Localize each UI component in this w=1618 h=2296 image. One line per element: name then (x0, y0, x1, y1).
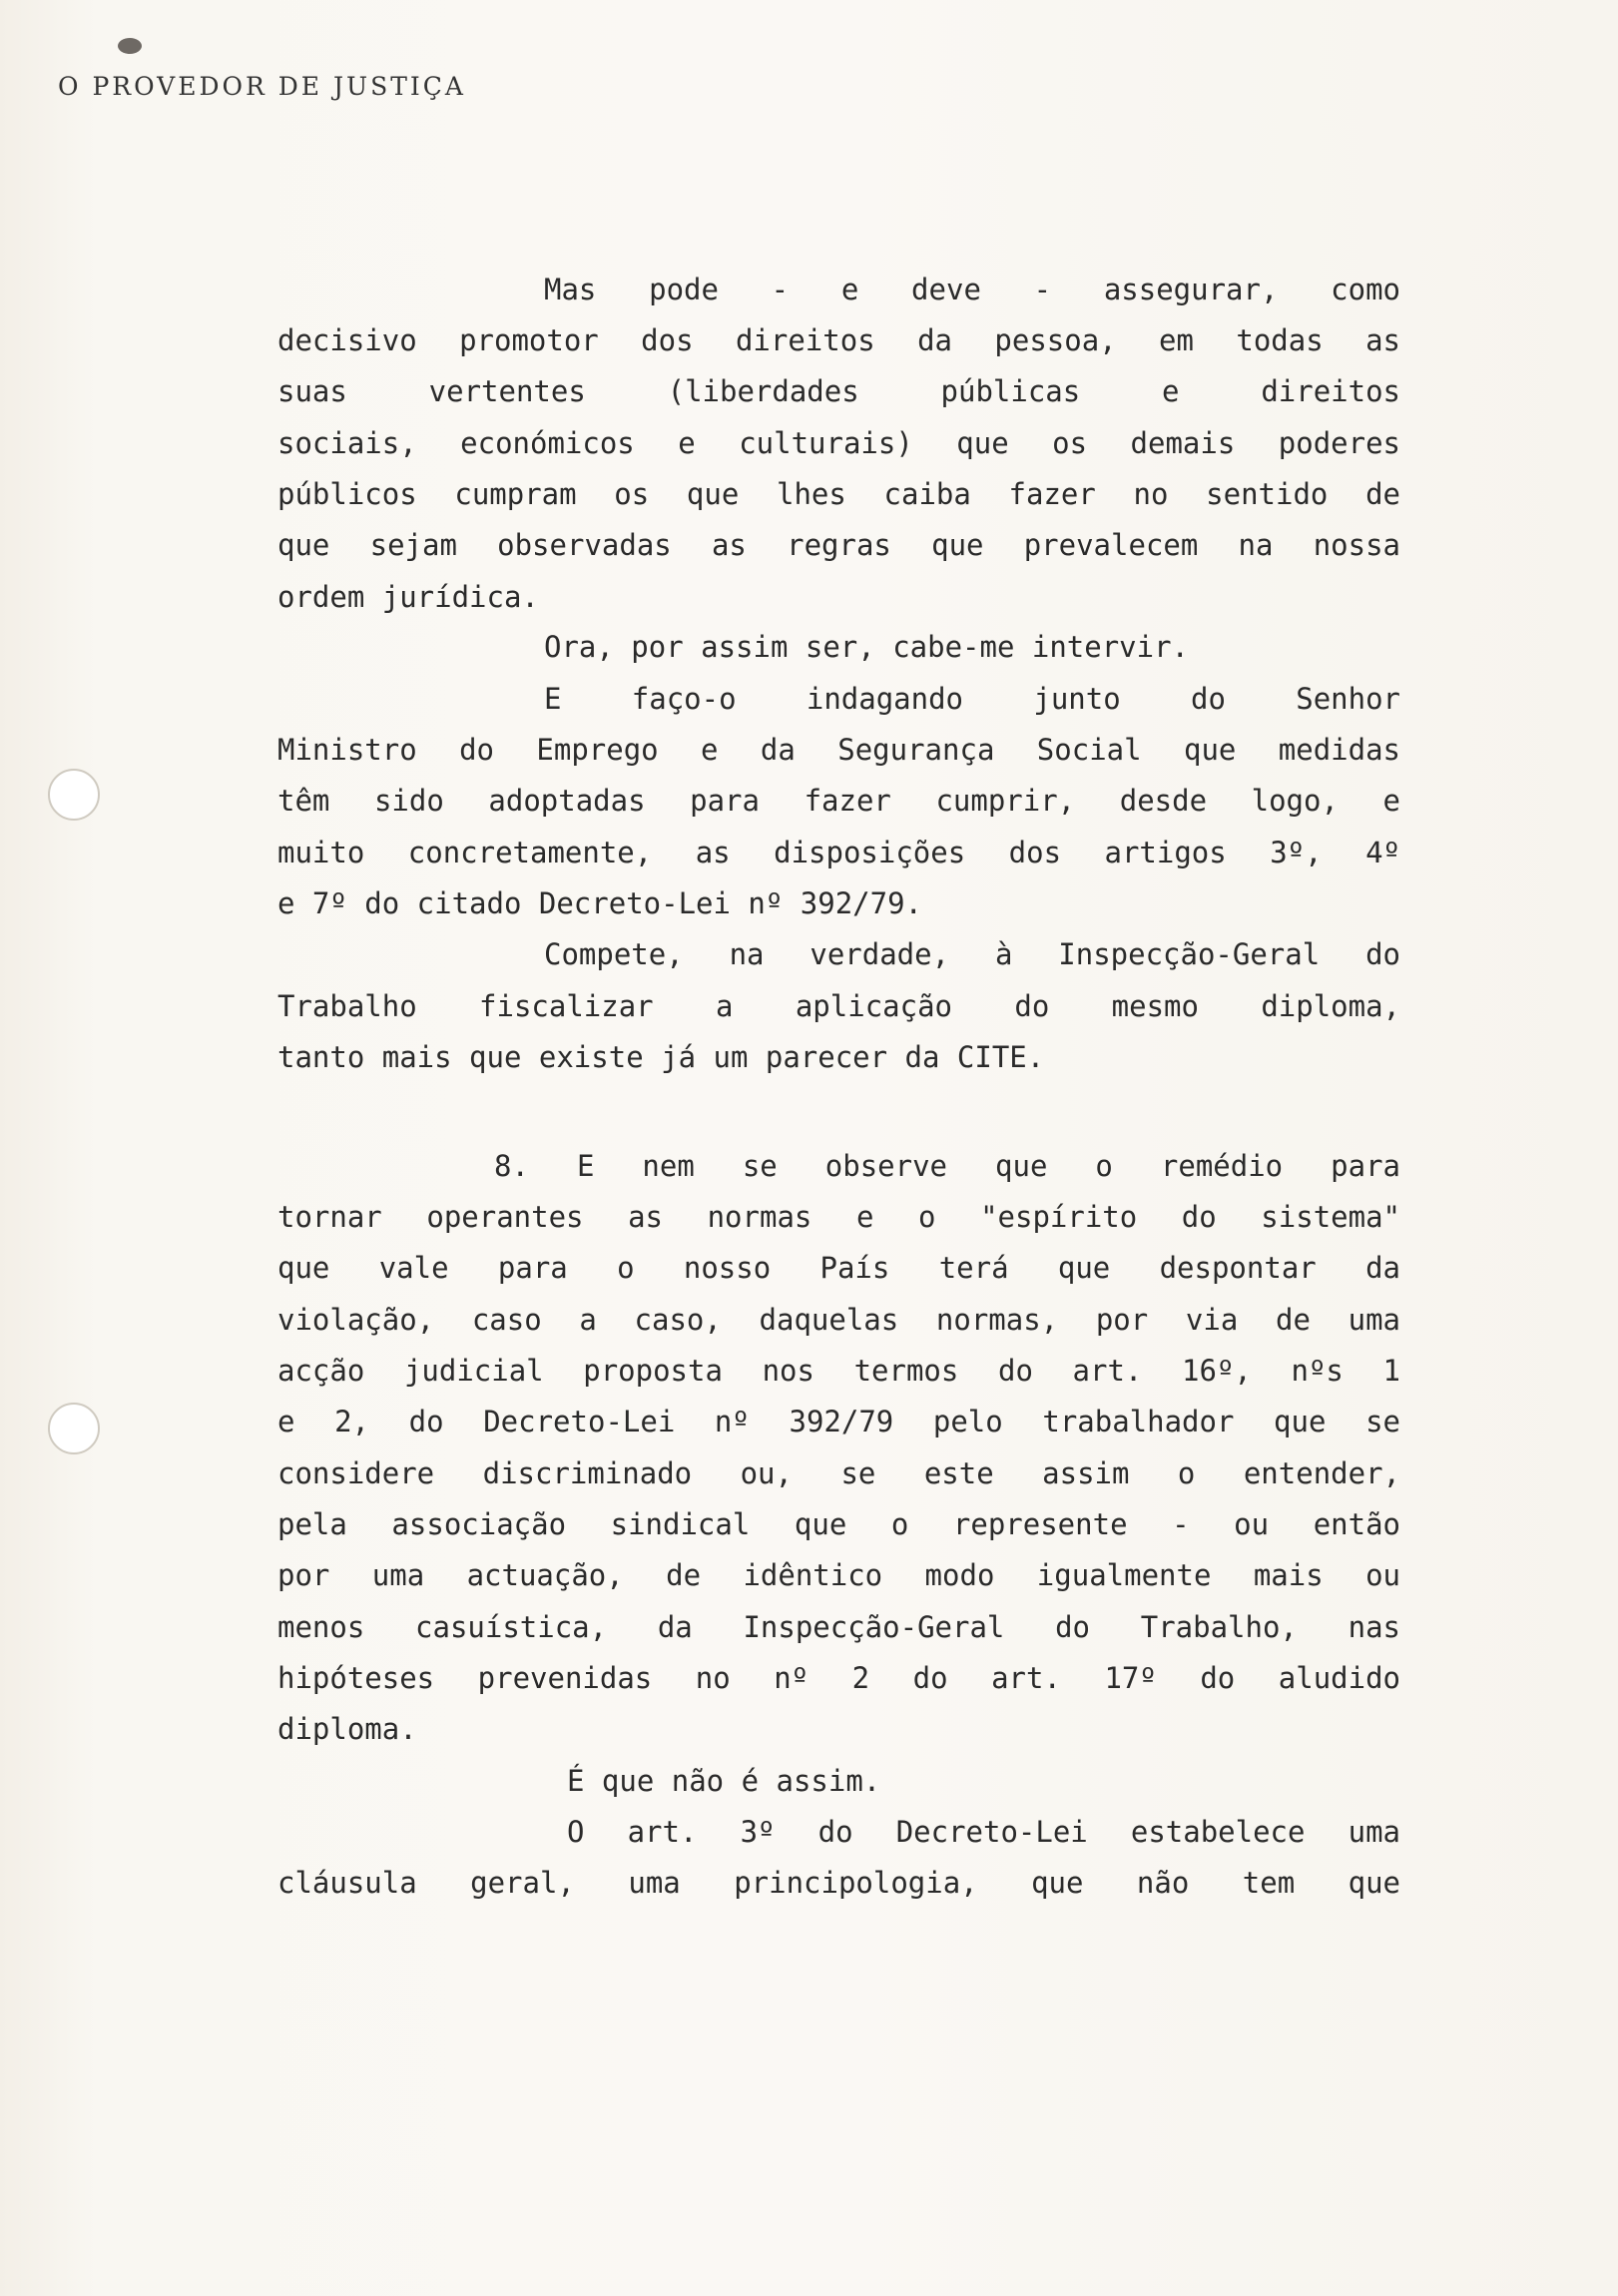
text-line: ordem jurídica. (277, 580, 539, 614)
text-line: Ora, por assim ser, cabe-me intervir. (544, 630, 1190, 664)
text-line: suas vertentes (liberdades públicas e direitos (277, 374, 1400, 408)
text-line: Trabalho fiscalizar a aplicação do mesmo diploma, (277, 989, 1400, 1023)
text-line: acção judicial proposta nos termos do art. 16º, nºs 1 (277, 1354, 1400, 1388)
text-line: Mas pode - e deve - assegurar, como (544, 273, 1400, 306)
text-line: considere discriminado ou, se este assim o entender, (277, 1456, 1400, 1490)
text-line: decisivo promotor dos direitos da pessoa, em todas as (277, 323, 1400, 357)
text-line: tornar operantes as normas e o "espírito do sistema" (277, 1200, 1400, 1234)
text-line: e 2, do Decreto-Lei nº 392/79 pelo trabalhador que se (277, 1405, 1400, 1438)
text-line: pela associação sindical que o represente - ou então (277, 1507, 1400, 1541)
text-line: hipóteses prevenidas no nº 2 do art. 17º do aludido (277, 1661, 1400, 1695)
text-line: que sejam observadas as regras que prevalecem na nossa (277, 528, 1400, 562)
text-line: menos casuística, da Inspecção-Geral do Trabalho, nas (277, 1610, 1400, 1644)
text-line: cláusula geral, uma principologia, que não tem que (277, 1866, 1400, 1900)
text-line: diploma. (277, 1712, 417, 1746)
text-line: Ministro do Emprego e da Segurança Social que medidas (277, 733, 1400, 767)
text-line: muito concretamente, as disposições dos artigos 3º, 4º (277, 836, 1400, 869)
text-line: que vale para o nosso País terá que despontar da (277, 1251, 1400, 1285)
text-line: e 7º do citado Decreto-Lei nº 392/79. (277, 886, 923, 920)
text-line: violação, caso a caso, daquelas normas, por via de uma (277, 1303, 1400, 1337)
text-line: 8. E nem se observe que o remédio para (494, 1149, 1400, 1183)
text-line: públicos cumpram os que lhes caiba fazer no sentido de (277, 477, 1400, 511)
text-line: E faço-o indagando junto do Senhor (544, 682, 1400, 716)
text-line: tanto mais que existe já um parecer da CITE. (277, 1040, 1045, 1074)
letterhead: O PROVEDOR DE JUSTIÇA (58, 72, 466, 101)
text-line: É que não é assim. (567, 1764, 881, 1798)
text-line: por uma actuação, de idêntico modo igualmente mais ou (277, 1558, 1400, 1592)
text-line: têm sido adoptadas para fazer cumprir, desde logo, e (277, 784, 1400, 818)
text-line: sociais, económicos e culturais) que os demais poderes (277, 426, 1400, 460)
text-line: O art. 3º do Decreto-Lei estabelece uma (567, 1815, 1400, 1849)
text-line: Compete, na verdade, à Inspecção-Geral do (544, 937, 1400, 971)
